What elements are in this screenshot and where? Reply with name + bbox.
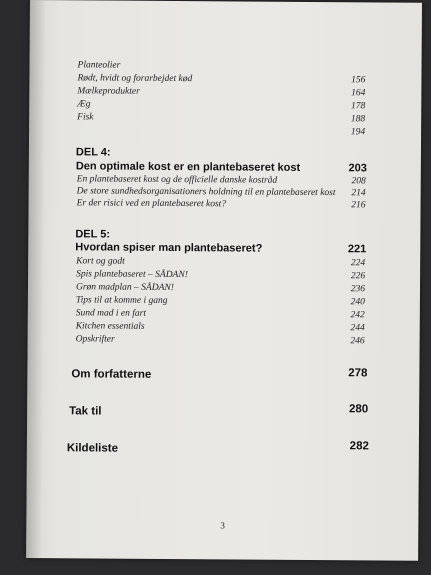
toc-page: 242 [350, 310, 365, 321]
toc-page: 164 [351, 88, 366, 99]
part-label: DEL 5: [75, 228, 111, 241]
page-gutter-shadow [26, 0, 46, 558]
toc-page: 156 [351, 75, 366, 86]
part-title: Hvordan spiser man plantebaseret? [75, 241, 263, 255]
section-title: Tak til [69, 405, 102, 418]
toc-entry: Æg [77, 99, 91, 110]
toc-entry: En plantebaseret kost og de officielle danske kostråd [76, 174, 278, 186]
toc-page: 208 [351, 176, 366, 187]
toc-page: 244 [350, 323, 365, 334]
section-page: 278 [348, 367, 368, 380]
toc-entry: Opskrifter [75, 334, 115, 345]
toc-entry: Rødt, hvidt og forarbejdet kød [77, 73, 193, 85]
book-page [26, 0, 422, 561]
toc-entry: De store sundhedsorganisationers holdning til en plantebaseret kost [76, 186, 336, 199]
toc-entry: Spis plantebaseret – SÅDAN! [76, 269, 188, 281]
section-title: Kildeliste [66, 442, 119, 455]
toc-page: 178 [350, 101, 366, 112]
section-title: Om forfatterne [71, 368, 152, 381]
part-page: 221 [347, 243, 367, 256]
page-number: 3 [220, 520, 225, 531]
toc-page: 236 [350, 284, 366, 295]
section-page: 282 [349, 440, 369, 453]
part-label: DEL 4: [75, 146, 111, 159]
toc-entry: Tips til at komme i gang [75, 295, 168, 306]
part-page: 203 [348, 162, 367, 175]
toc-page: 216 [351, 200, 366, 211]
toc-page: 214 [351, 188, 366, 199]
toc-entry: Fisk [77, 112, 94, 123]
toc-page: 188 [350, 114, 366, 125]
toc-page: 194 [350, 127, 366, 138]
toc-page: 226 [350, 271, 366, 282]
toc-entry: Sund mad i en fart [75, 308, 147, 319]
toc-entry: Er der risici ved en plantebaseret kost? [76, 198, 227, 210]
toc-page: 240 [350, 297, 365, 308]
toc-entry: Kort og godt [76, 256, 125, 267]
section-page: 280 [348, 403, 369, 416]
part-title: Den optimale kost er en plantebaseret kost [75, 160, 301, 174]
toc-entry: Kitchen essentials [75, 321, 145, 332]
toc-page: 224 [350, 258, 366, 269]
toc-entry: Mælkeprodukter [77, 86, 140, 97]
toc-page: 246 [350, 336, 365, 347]
toc-entry: Grøn madplan – SÅDAN! [75, 282, 174, 294]
toc-entry: Planteolier [77, 60, 121, 71]
